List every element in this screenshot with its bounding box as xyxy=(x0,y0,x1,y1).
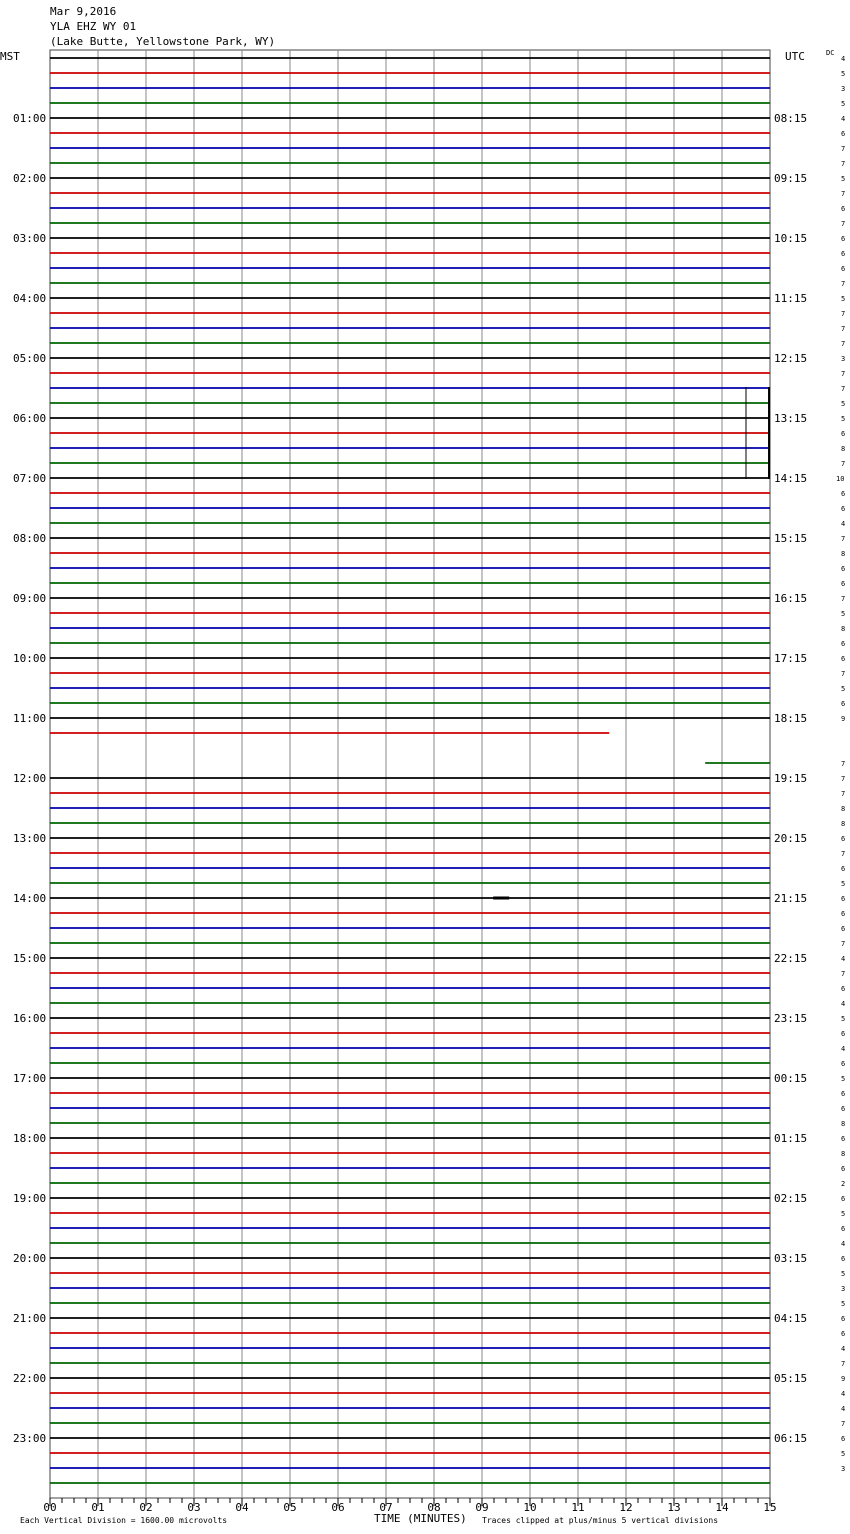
dc-value: 3 xyxy=(841,85,846,93)
dc-value: 7 xyxy=(841,370,846,378)
x-tick-label: 13 xyxy=(667,1501,681,1514)
station-location: (Lake Butte, Yellowstone Park, WY) xyxy=(50,35,276,48)
dc-value: 7 xyxy=(841,460,846,468)
dc-value: 7 xyxy=(841,325,846,333)
utc-hour-label: 16:15 xyxy=(774,592,808,605)
dc-value: 6 xyxy=(841,580,846,588)
mst-hour-label: 16:00 xyxy=(13,1012,47,1025)
dc-value: 6 xyxy=(841,835,846,843)
dc-value: 5 xyxy=(841,1015,846,1023)
dc-value: 7 xyxy=(841,595,846,603)
dc-value: 6 xyxy=(841,1315,846,1323)
dc-value: 6 xyxy=(841,865,846,873)
dc-value: 6 xyxy=(841,235,846,243)
mst-hour-label: 08:00 xyxy=(13,532,47,545)
x-tick-label: 08 xyxy=(427,1501,441,1514)
mst-label: MST xyxy=(0,50,20,63)
x-tick-label: 02 xyxy=(139,1501,153,1514)
utc-label: UTC xyxy=(785,50,805,63)
mst-hour-label: 04:00 xyxy=(13,292,47,305)
dc-value: 6 xyxy=(841,250,846,258)
x-tick-label: 06 xyxy=(331,1501,345,1514)
dc-value: 8 xyxy=(841,550,846,558)
dc-value: 4 xyxy=(841,1000,846,1008)
utc-hour-label: 23:15 xyxy=(774,1012,808,1025)
x-tick-label: 04 xyxy=(235,1501,249,1514)
seismic-traces xyxy=(50,58,770,1483)
dc-value: 6 xyxy=(841,1255,846,1263)
dc-value: 8 xyxy=(841,625,846,633)
x-tick-label: 14 xyxy=(715,1501,729,1514)
dc-value: 4 xyxy=(841,1345,846,1353)
dc-value: 6 xyxy=(841,565,846,573)
dc-value: 8 xyxy=(841,1120,846,1128)
utc-hour-label: 15:15 xyxy=(774,532,808,545)
dc-value: 7 xyxy=(841,280,846,288)
dc-value: 4 xyxy=(841,115,846,123)
dc-value: 3 xyxy=(841,1465,846,1473)
dc-value: 6 xyxy=(841,640,846,648)
dc-value: 5 xyxy=(841,1450,846,1458)
dc-value: 5 xyxy=(841,295,846,303)
utc-hour-label: 09:15 xyxy=(774,172,808,185)
mst-hour-label: 12:00 xyxy=(13,772,47,785)
dc-value: 4 xyxy=(841,520,846,528)
mst-hour-labels xyxy=(13,112,46,1445)
dc-value: 6 xyxy=(841,205,846,213)
mst-hour-label: 06:00 xyxy=(13,412,47,425)
mst-hour-label: 15:00 xyxy=(13,952,47,965)
dc-value: 6 xyxy=(841,130,846,138)
dc-value: 7 xyxy=(841,775,846,783)
dc-value: 6 xyxy=(841,700,846,708)
dc-value: 7 xyxy=(841,160,846,168)
dc-value: 3 xyxy=(841,1285,846,1293)
mst-hour-label: 22:00 xyxy=(13,1372,47,1385)
utc-hour-label: 10:15 xyxy=(774,232,808,245)
utc-hour-label: 21:15 xyxy=(774,892,808,905)
utc-hour-label: 00:15 xyxy=(774,1072,808,1085)
event-burst xyxy=(493,897,509,900)
dc-value: 4 xyxy=(841,1405,846,1413)
dc-value: 7 xyxy=(841,145,846,153)
x-axis-title: TIME (MINUTES) xyxy=(374,1512,467,1525)
utc-hour-label: 06:15 xyxy=(774,1432,808,1445)
mst-hour-label: 03:00 xyxy=(13,232,47,245)
dc-value: 6 xyxy=(841,1195,846,1203)
dc-value: 6 xyxy=(841,1105,846,1113)
station-code: YLA EHZ WY 01 xyxy=(50,20,137,33)
dc-value: 5 xyxy=(841,1270,846,1278)
clip-note: Traces clipped at plus/minus 5 vertical divisions xyxy=(482,1516,719,1525)
x-tick-label: 03 xyxy=(187,1501,201,1514)
dc-offset-labels xyxy=(836,55,845,1473)
dc-value: 7 xyxy=(841,385,846,393)
x-tick-label: 09 xyxy=(475,1501,489,1514)
x-tick-label: 12 xyxy=(619,1501,633,1514)
x-tick-label: 11 xyxy=(571,1501,585,1514)
dc-value: 4 xyxy=(841,955,846,963)
dc-value: 5 xyxy=(841,70,846,78)
utc-hour-label: 14:15 xyxy=(774,472,808,485)
utc-hour-label: 03:15 xyxy=(774,1252,808,1265)
dc-value: 5 xyxy=(841,685,846,693)
mst-hour-label: 13:00 xyxy=(13,832,47,845)
dc-value: 9 xyxy=(841,1375,846,1383)
dc-value: 6 xyxy=(841,910,846,918)
x-tick-label: 10 xyxy=(523,1501,537,1514)
utc-hour-label: 05:15 xyxy=(774,1372,808,1385)
dc-value: 7 xyxy=(841,310,846,318)
dc-value: 6 xyxy=(841,1135,846,1143)
dc-value: 5 xyxy=(841,175,846,183)
dc-value: 7 xyxy=(841,340,846,348)
x-tick-label: 15 xyxy=(763,1501,777,1514)
dc-value: 8 xyxy=(841,820,846,828)
dc-value: 8 xyxy=(841,805,846,813)
x-tick-label: 05 xyxy=(283,1501,297,1514)
dc-value: 4 xyxy=(841,1390,846,1398)
utc-hour-label: 17:15 xyxy=(774,652,808,665)
dc-value: 2 xyxy=(841,1180,846,1188)
utc-hour-label: 20:15 xyxy=(774,832,808,845)
dc-value: 8 xyxy=(841,445,846,453)
utc-hour-label: 02:15 xyxy=(774,1192,808,1205)
dc-value: 6 xyxy=(841,490,846,498)
dc-value: 7 xyxy=(841,535,846,543)
dc-value: 7 xyxy=(841,760,846,768)
dc-value: 6 xyxy=(841,925,846,933)
dc-value: 4 xyxy=(841,1240,846,1248)
mst-hour-label: 11:00 xyxy=(13,712,47,725)
dc-value: 7 xyxy=(841,1420,846,1428)
dc-value: 6 xyxy=(841,1435,846,1443)
dc-value: 5 xyxy=(841,400,846,408)
dc-value: 7 xyxy=(841,670,846,678)
dc-value: 6 xyxy=(841,655,846,663)
dc-value: 7 xyxy=(841,970,846,978)
dc-value: 5 xyxy=(841,1300,846,1308)
x-tick-label: 07 xyxy=(379,1501,393,1514)
utc-hour-label: 18:15 xyxy=(774,712,808,725)
dc-value: 5 xyxy=(841,1075,846,1083)
utc-hour-labels xyxy=(774,112,807,1445)
dc-value: 7 xyxy=(841,940,846,948)
utc-hour-label: 22:15 xyxy=(774,952,808,965)
dc-value: 3 xyxy=(841,355,846,363)
scale-note: Each Vertical Division = 1600.00 microvolts xyxy=(20,1516,228,1525)
utc-hour-label: 01:15 xyxy=(774,1132,808,1145)
dc-value: 6 xyxy=(841,1165,846,1173)
dc-value: 9 xyxy=(841,715,846,723)
dc-value: 8 xyxy=(841,1150,846,1158)
dc-value: 5 xyxy=(841,415,846,423)
mst-hour-label: 14:00 xyxy=(13,892,47,905)
dc-value: 6 xyxy=(841,1060,846,1068)
plot-date: Mar 9,2016 xyxy=(50,5,117,18)
utc-hour-label: 08:15 xyxy=(774,112,808,125)
utc-hour-label: 19:15 xyxy=(774,772,808,785)
dc-value: 10 xyxy=(836,475,845,483)
dc-value: 5 xyxy=(841,100,846,108)
utc-hour-label: 04:15 xyxy=(774,1312,808,1325)
mst-hour-label: 10:00 xyxy=(13,652,47,665)
dc-value: 7 xyxy=(841,1360,846,1368)
dc-value: 6 xyxy=(841,1330,846,1338)
mst-hour-label: 19:00 xyxy=(13,1192,47,1205)
mst-hour-label: 09:00 xyxy=(13,592,47,605)
dc-value: 6 xyxy=(841,265,846,273)
dc-value: 7 xyxy=(841,790,846,798)
dc-value: 7 xyxy=(841,850,846,858)
mst-hour-label: 23:00 xyxy=(13,1432,47,1445)
dc-value: 6 xyxy=(841,1090,846,1098)
x-tick-label: 00 xyxy=(43,1501,57,1514)
dc-label: DC xyxy=(826,49,835,57)
mst-hour-label: 21:00 xyxy=(13,1312,47,1325)
dc-value: 6 xyxy=(841,1030,846,1038)
dc-value: 6 xyxy=(841,895,846,903)
dc-value: 5 xyxy=(841,1210,846,1218)
mst-hour-label: 07:00 xyxy=(13,472,47,485)
dc-value: 5 xyxy=(841,880,846,888)
dc-value: 5 xyxy=(841,610,846,618)
dc-value: 7 xyxy=(841,220,846,228)
dc-value: 7 xyxy=(841,190,846,198)
utc-hour-label: 13:15 xyxy=(774,412,808,425)
mst-hour-label: 20:00 xyxy=(13,1252,47,1265)
x-tick-label: 01 xyxy=(91,1501,105,1514)
dc-value: 6 xyxy=(841,985,846,993)
dc-value: 6 xyxy=(841,1225,846,1233)
utc-hour-label: 11:15 xyxy=(774,292,808,305)
mst-hour-label: 17:00 xyxy=(13,1072,47,1085)
dc-value: 4 xyxy=(841,1045,846,1053)
mst-hour-label: 05:00 xyxy=(13,352,47,365)
mst-hour-label: 01:00 xyxy=(13,112,47,125)
dc-value: 4 xyxy=(841,55,846,63)
mst-hour-label: 02:00 xyxy=(13,172,47,185)
utc-hour-label: 12:15 xyxy=(774,352,808,365)
dc-value: 6 xyxy=(841,505,846,513)
dc-value: 6 xyxy=(841,430,846,438)
mst-hour-label: 18:00 xyxy=(13,1132,47,1145)
